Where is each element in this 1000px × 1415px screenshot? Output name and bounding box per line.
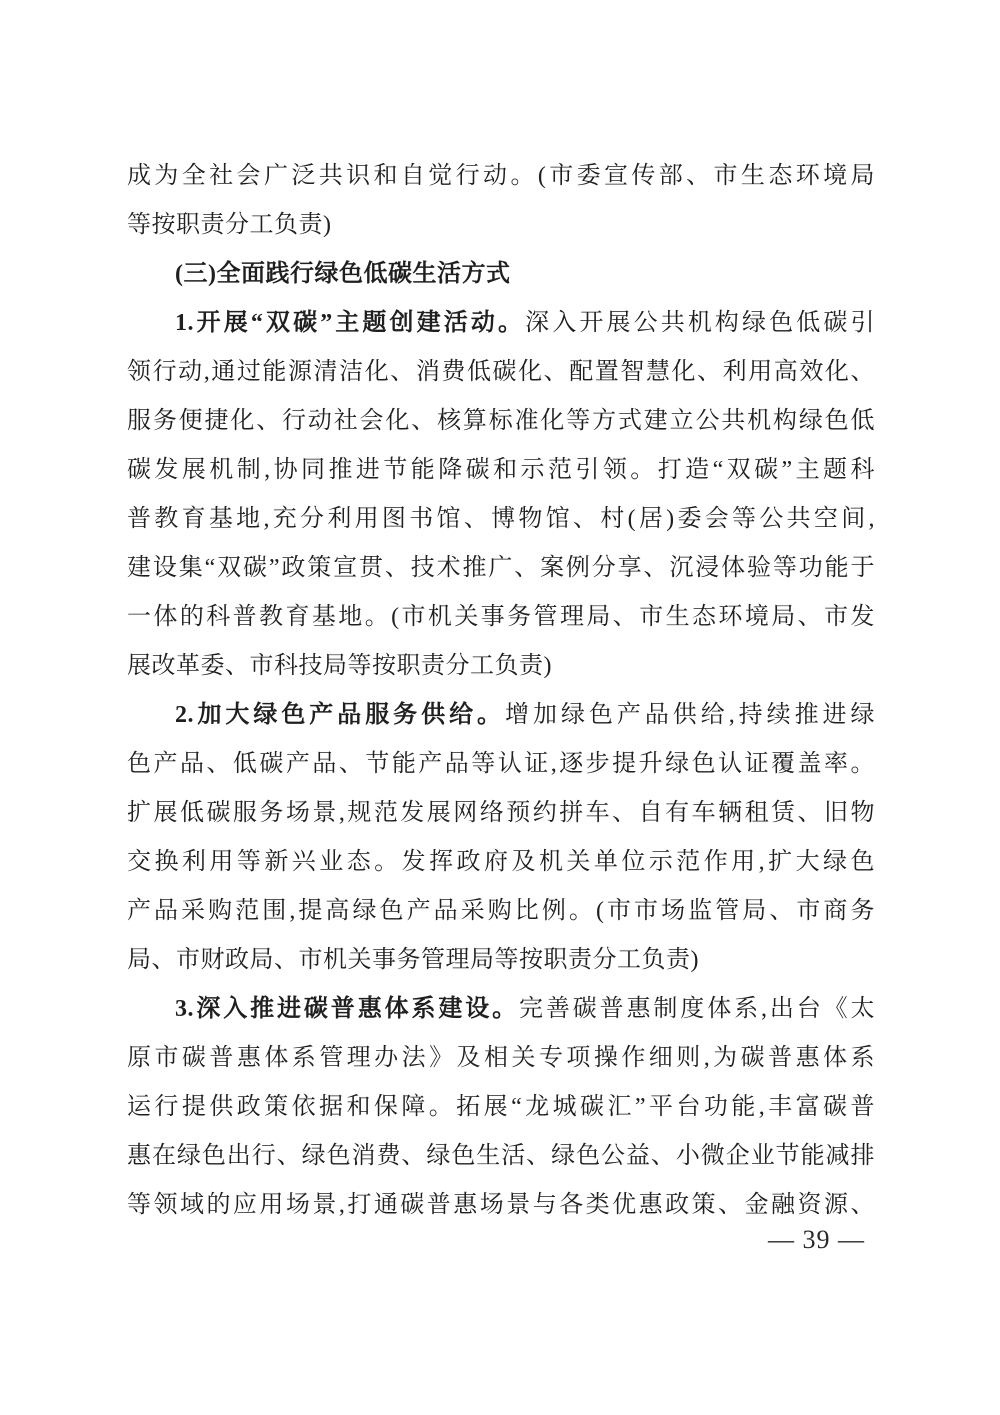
page-number-label: — 39 — — [768, 1225, 865, 1254]
text-line — [127, 544, 875, 593]
text-line — [127, 691, 875, 740]
text-line — [127, 1181, 875, 1230]
body-text-run: 色产品、低碳产品、节能产品等认证,逐步提升绿色认证覆盖率。 — [127, 751, 875, 777]
emphasis-text: (三)全面践行绿色低碳生活方式 — [175, 261, 511, 287]
body-text-run: 等领域的应用场景,打通碳普惠场景与各类优惠政策、金融资源、 — [127, 1192, 875, 1218]
emphasis-text: 3.深入推进碳普惠体系建设。 — [175, 996, 519, 1022]
text-line — [127, 299, 875, 348]
text-line — [127, 936, 875, 985]
text-line — [127, 446, 875, 495]
body-text-run: 一体的科普教育基地。(市机关事务管理局、市生态环境局、市发 — [127, 604, 875, 630]
text-line — [127, 740, 875, 789]
document-body — [127, 152, 875, 1230]
text-line — [127, 838, 875, 887]
text-line — [127, 789, 875, 838]
text-line — [127, 887, 875, 936]
body-text-run: 完善碳普惠制度体系,出台《太 — [519, 996, 875, 1022]
body-text-run: 局、市财政局、市机关事务管理局等按职责分工负责) — [127, 947, 699, 973]
text-line — [127, 397, 875, 446]
body-text-run: 产品采购范围,提高绿色产品采购比例。(市市场监管局、市商务 — [127, 898, 875, 924]
text-line — [127, 495, 875, 544]
body-text-run: 普教育基地,充分利用图书馆、博物馆、村(居)委会等公共空间, — [127, 506, 875, 532]
body-text-run: 领行动,通过能源清洁化、消费低碳化、配置智慧化、利用高效化、 — [127, 359, 875, 385]
text-line — [127, 985, 875, 1034]
text-line — [127, 348, 875, 397]
text-line — [127, 593, 875, 642]
emphasis-text: 2.加大绿色产品服务供给。 — [175, 702, 506, 728]
text-line — [127, 152, 875, 201]
emphasis-text: 1.开展“双碳”主题创建活动。 — [175, 310, 526, 336]
text-line — [127, 201, 875, 250]
body-text-run: 惠在绿色出行、绿色消费、绿色生活、绿色公益、小微企业节能减排 — [127, 1143, 875, 1169]
body-text-run: 运行提供政策依据和保障。拓展“龙城碳汇”平台功能,丰富碳普 — [127, 1094, 875, 1120]
body-text-run: 建设集“双碳”政策宣贯、技术推广、案例分享、沉浸体验等功能于 — [127, 555, 875, 581]
body-text-run: 深入开展公共机构绿色低碳引 — [525, 310, 876, 336]
body-text-run: 原市碳普惠体系管理办法》及相关专项操作细则,为碳普惠体系 — [127, 1045, 875, 1071]
body-text-run: 等按职责分工负责) — [127, 212, 332, 238]
text-line — [127, 1132, 875, 1181]
page-number — [768, 1222, 865, 1258]
body-text-run: 服务便捷化、行动社会化、核算标准化等方式建立公共机构绿色低 — [127, 408, 875, 434]
body-text-run: 交换利用等新兴业态。发挥政府及机关单位示范作用,扩大绿色 — [127, 849, 875, 875]
section-heading — [127, 250, 875, 299]
body-text-run: 展改革委、市科技局等按职责分工负责) — [127, 653, 552, 679]
body-text-run: 成为全社会广泛共识和自觉行动。(市委宣传部、市生态环境局 — [127, 163, 875, 189]
text-line — [127, 1083, 875, 1132]
body-text-run: 增加绿色产品供给,持续推进绿 — [505, 702, 876, 728]
text-line — [127, 642, 875, 691]
body-text-run: 扩展低碳服务场景,规范发展网络预约拼车、自有车辆租赁、旧物 — [127, 800, 875, 826]
text-line — [127, 1034, 875, 1083]
body-text-run: 碳发展机制,协同推进节能降碳和示范引领。打造“双碳”主题科 — [127, 457, 875, 483]
